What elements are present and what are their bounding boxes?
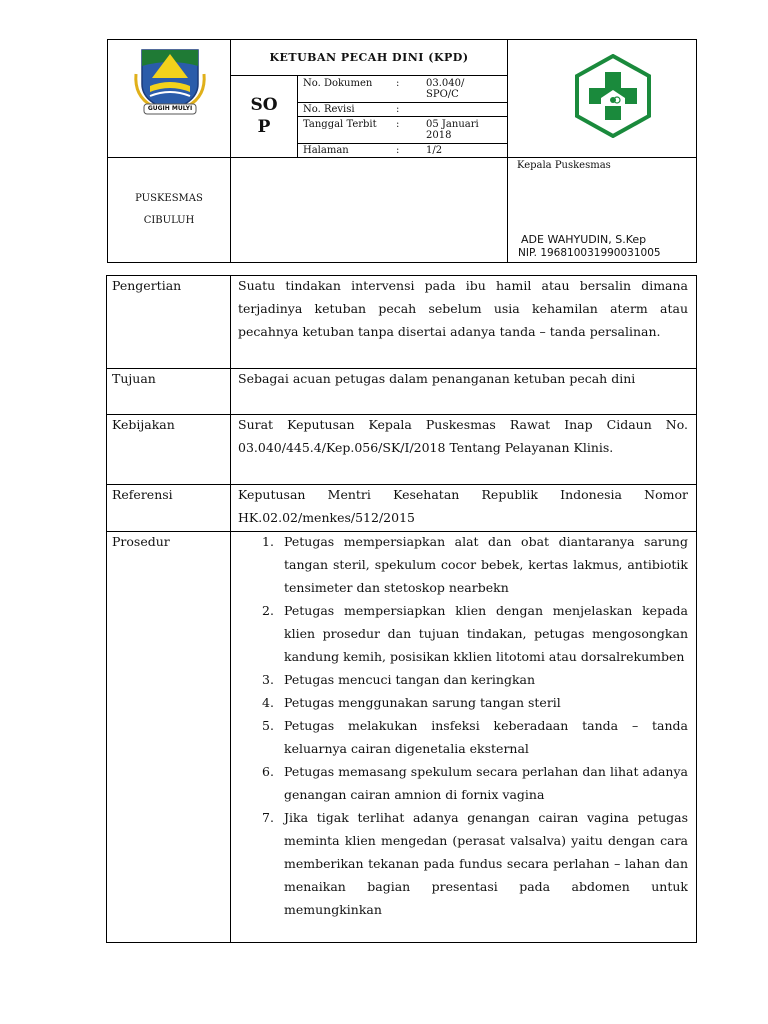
procedure-step <box>236 530 688 599</box>
procedure-step-number: 6. <box>262 764 274 779</box>
procedure-step-text: Jika tigak terlihat adanya genangan cairan vagina petugas meminta klien mengedan (perasat valsalva) yaitu dengan cara memberikan tekanan pada fundus secara perlahan – lahan dan menaikan bagian presentasi pada abdomen untuk memungkinkan <box>284 810 688 917</box>
doc-number-colon: : <box>396 78 400 89</box>
regency-emblem <box>130 44 210 118</box>
procedure-step-number: 7. <box>262 810 274 825</box>
page-label: Halaman <box>303 145 349 156</box>
pengertian-label: Pengertian <box>112 278 182 293</box>
procedure-step-number: 4. <box>262 695 274 710</box>
sop-label <box>240 94 288 138</box>
page-colon: : <box>396 145 400 156</box>
procedure-step <box>236 806 688 921</box>
issue-date-value: 05 Januari 2018 <box>426 119 479 141</box>
issue-date-label: Tanggal Terbit <box>303 119 377 130</box>
pengertian-text: Suatu tindakan intervensi pada ibu hamil atau bersalin dimana terjadinya ketuban pecah sebelum usia kehamilan aterm atau pecahnya ketuban tanpa disertai adanya tanda – tanda persalinan. <box>238 278 688 339</box>
doc-number-label: No. Dokumen <box>303 78 373 89</box>
puskesmas-logo <box>573 54 653 138</box>
prosedur-label: Prosedur <box>112 534 170 549</box>
revision-colon: : <box>396 104 400 115</box>
tujuan-text: Sebagai acuan petugas dalam penanganan ketuban pecah dini <box>238 371 636 386</box>
sop-label-line1: SO <box>250 95 278 115</box>
organization-line1: PUSKESMAS <box>135 193 203 204</box>
tujuan-label: Tujuan <box>112 371 156 386</box>
procedure-step-number: 1. <box>262 534 274 549</box>
procedure-step-number: 5. <box>262 718 274 733</box>
revision-label: No. Revisi <box>303 104 355 115</box>
procedure-step-text: Petugas melakukan insfeksi keberadaan tanda – tanda keluarnya cairan digenetalia eksternal <box>284 718 688 756</box>
procedure-step <box>236 599 688 668</box>
procedure-step-text: Petugas memasang spekulum secara perlahan dan lihat adanya genangan cairan amnion di fornix vagina <box>284 764 688 802</box>
issue-date-colon: : <box>396 119 400 130</box>
sop-label-line2: P <box>257 117 271 137</box>
head-nip: NIP. 196810031990031005 <box>518 247 661 259</box>
procedure-step-text: Petugas mempersiapkan klien dengan menjelaskan kepada klien prosedur dan tujuan tindakan, petugas mengosongkan kandung kemih, posisikan kklien litotomi atau dorsalrekumben <box>284 603 688 664</box>
procedure-step-text: Petugas mempersiapkan alat dan obat diantaranya sarung tangan steril, spekulum cocor bebek, kertas lakmus, antibiotik tensimeter dan stetoskop nearbekn <box>284 534 688 595</box>
page-value: 1/2 <box>426 145 443 156</box>
referensi-label: Referensi <box>112 487 173 502</box>
head-name: ADE WAHYUDIN, S.Kep <box>521 233 647 246</box>
emblem-motto: GUGIH MULYI <box>147 105 193 112</box>
doc-number-value: 03.040/ SPO/C <box>426 78 465 100</box>
head-title: Kepala Puskesmas <box>517 160 611 171</box>
referensi-text: Keputusan Mentri Kesehatan Republik Indonesia Nomor HK.02.02/menkes/512/2015 <box>238 487 688 525</box>
procedure-step-text: Petugas menggunakan sarung tangan steril <box>284 695 561 710</box>
procedure-step-number: 2. <box>262 603 274 618</box>
procedure-step <box>236 691 688 714</box>
procedure-step-number: 3. <box>262 672 274 687</box>
organization-name <box>108 188 230 232</box>
procedure-step-text: Petugas mencuci tangan dan keringkan <box>284 672 536 687</box>
procedure-step <box>236 760 688 806</box>
prosedur-steps <box>236 530 688 940</box>
procedure-step <box>236 714 688 760</box>
document-title: KETUBAN PECAH DINI (KPD) <box>269 51 469 64</box>
procedure-step <box>236 668 688 691</box>
kebijakan-text: Surat Keputusan Kepala Puskesmas Rawat Inap Cidaun No. 03.040/445.4/Kep.056/SK/I/2018 Tentang Pelayanan Klinis. <box>238 417 688 455</box>
organization-line2: CIBULUH <box>143 215 195 226</box>
kebijakan-label: Kebijakan <box>112 417 175 432</box>
